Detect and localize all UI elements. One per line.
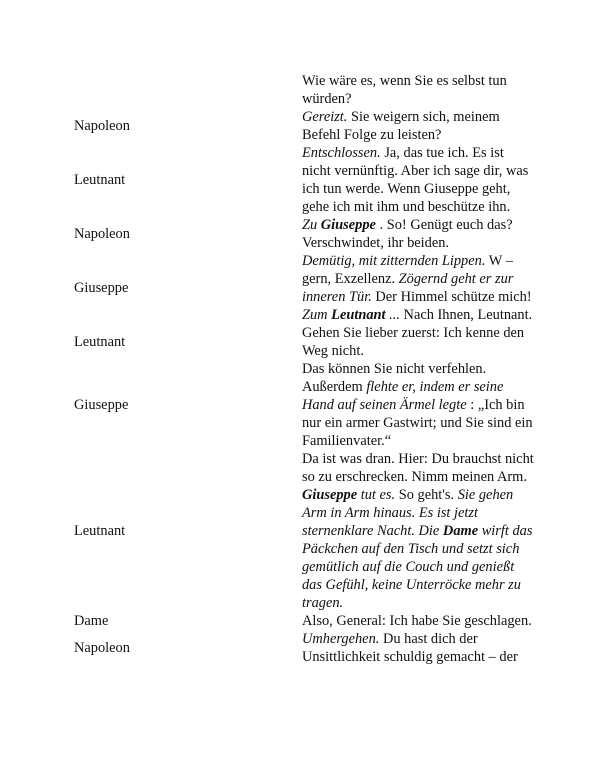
- dialogue-text: [302, 360, 534, 450]
- speaker-name: Leutnant: [74, 334, 126, 350]
- speaker-name: [74, 72, 302, 108]
- speaker-name: Napoleon: [74, 226, 130, 242]
- character-reference: Giuseppe: [301, 487, 358, 503]
- stage-direction: Entschlossen.: [301, 145, 381, 161]
- stage-direction: Gereizt.: [301, 109, 348, 125]
- dialogue-text: [302, 450, 534, 612]
- dialogue-text: [302, 144, 534, 216]
- stage-direction: flehte er, indem er seine Hand auf seinen Ärmel legte: [301, 379, 504, 413]
- text-segment: : „Ich bin nur ein armer Gastwirt; und Sie sind ein Familienvater.“: [301, 397, 533, 449]
- text-segment: Sie weigern sich, meinem Befehl Folge zu leisten?: [301, 109, 500, 143]
- dialogue-text: [302, 612, 534, 630]
- dialogue-text: [302, 216, 534, 252]
- dialogue-text: [302, 72, 534, 108]
- text-segment: Gehen Sie lieber zuerst: Ich kenne den Weg nicht.: [301, 325, 525, 359]
- text-segment: Ja, das tue ich. Es ist nicht vernünftig. Aber ich sage dir, was ich tun werde. Wenn Giuseppe geht, gehe ich mit ihm und beschütze ihn.: [301, 145, 529, 215]
- stage-direction: Sie gehen Arm in Arm hinaus. Es ist jetzt sternenklare Nacht. Die: [301, 487, 514, 539]
- dialogue-body: [74, 72, 534, 666]
- speaker-name: Dame: [74, 613, 109, 629]
- dialogue-row: [74, 108, 534, 144]
- character-reference: Dame: [442, 523, 479, 539]
- character-reference: Giuseppe: [320, 217, 376, 233]
- dialogue-row: [74, 612, 534, 630]
- dialogue-text: [302, 252, 534, 324]
- text-segment: Das können Sie nicht verfehlen. Außerdem: [301, 361, 487, 395]
- dialogue-row: [74, 450, 534, 612]
- stage-direction: Zögernd geht er zur inneren Tür.: [301, 271, 514, 305]
- dialogue-row: [74, 630, 534, 666]
- text-segment: Da ist was dran. Hier: Du brauchst nicht so zu erschrecken. Nimm meinen Arm.: [301, 451, 534, 485]
- dialogue-text: [302, 108, 534, 144]
- speaker-name: Napoleon: [74, 118, 130, 134]
- text-segment: Nach Ihnen, Leutnant.: [399, 307, 533, 323]
- speaker-name: Giuseppe: [74, 397, 129, 413]
- speaker-name: Leutnant: [74, 523, 126, 539]
- text-segment: Der Himmel schütze mich!: [371, 289, 532, 305]
- dialogue-table: [74, 72, 534, 666]
- stage-direction: Zum: [301, 307, 332, 323]
- stage-direction: wirft das Päckchen auf den Tisch und setzt sich gemütlich auf die Couch und genießt das Gefühl, keine Unterröcke mehr zu tragen.: [301, 523, 533, 611]
- stage-direction: Umhergehen.: [301, 631, 380, 647]
- speaker-name: Giuseppe: [74, 280, 129, 296]
- stage-direction: ...: [385, 307, 400, 323]
- speaker-name: Napoleon: [74, 640, 130, 656]
- dialogue-row: [74, 72, 534, 108]
- text-segment: . So! Genügt euch das? Verschwindet, ihr beiden.: [301, 217, 513, 251]
- dialogue-row: [74, 144, 534, 216]
- dialogue-text: [302, 630, 534, 666]
- dialogue-text: [302, 324, 534, 360]
- dialogue-row: [74, 324, 534, 360]
- text-segment: Also, General: Ich habe Sie geschlagen.: [301, 613, 532, 629]
- text-segment: Du hast dich der Unsittlichkeit schuldig gemacht – der: [301, 631, 518, 665]
- text-segment: Wie wäre es, wenn Sie es selbst tun würden?: [301, 73, 507, 107]
- stage-direction: Zu: [301, 217, 321, 233]
- dialogue-row: [74, 216, 534, 252]
- speaker-name: Leutnant: [74, 172, 126, 188]
- stage-direction: Demütig, mit zitternden Lippen.: [301, 253, 486, 269]
- text-segment: W – gern, Exzellenz.: [301, 253, 513, 287]
- dialogue-row: [74, 252, 534, 324]
- stage-direction: tut es.: [357, 487, 396, 503]
- dialogue-row: [74, 360, 534, 450]
- character-reference: Leutnant: [331, 307, 386, 323]
- text-segment: So geht's.: [395, 487, 458, 503]
